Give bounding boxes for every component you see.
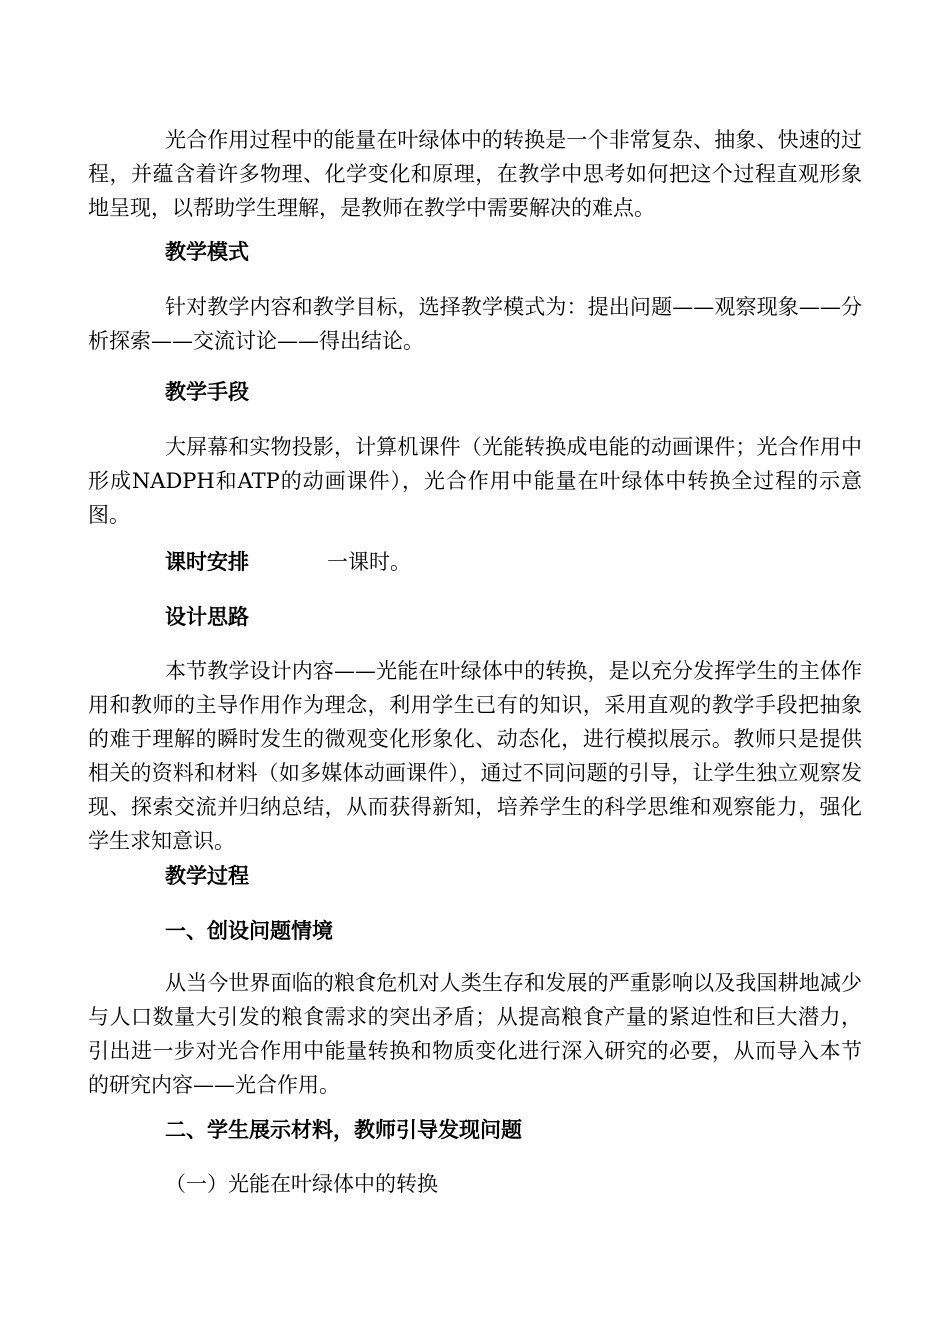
teaching-mode-paragraph: 针对教学内容和教学目标，选择教学模式为：提出问题——观察现象——分析探索——交流讨论——得出结论。 bbox=[88, 295, 862, 353]
schedule-label: 课时安排 bbox=[165, 550, 249, 574]
schedule-value: 一课时。 bbox=[327, 550, 411, 574]
heading-teaching-mode: 教学模式 bbox=[165, 240, 249, 264]
heading-teaching-process: 教学过程 bbox=[165, 864, 249, 888]
heading-schedule bbox=[165, 548, 939, 576]
teaching-means-paragraph: 大屏幕和实物投影，计算机课件（光能转换成电能的动画课件；光合作用中形成NADPH和ATP的动画课件），光合作用中能量在叶绿体中转换全过程的示意图。 bbox=[88, 435, 862, 527]
heading-teaching-means: 教学手段 bbox=[165, 380, 249, 404]
heading-section-2: 二、学生展示材料，教师引导发现问题 bbox=[165, 1118, 522, 1142]
intro-paragraph: 光合作用过程中的能量在叶绿体中的转换是一个非常复杂、抽象、快速的过程，并蕴含着许多物理、化学变化和原理，在教学中思考如何把这个过程直观形象地呈现，以帮助学生理解，是教师在教学中需要解决的难点。 bbox=[88, 128, 862, 220]
design-idea-paragraph: 本节教学设计内容——光能在叶绿体中的转换，是以充分发挥学生的主体作用和教师的主导作用作为理念，利用学生已有的知识，采用直观的教学手段把抽象的难于理解的瞬时发生的微观变化形象化、动态化，进行模拟展示。教师只是提供相关的资料和材料（如多媒体动画课件），通过不同问题的引导，让学生独立观察发现、探索交流并归纳总结，从而获得新知，培养学生的科学思维和观察能力，强化学生求知意识。 bbox=[88, 659, 862, 853]
heading-section-1: 一、创设问题情境 bbox=[165, 919, 333, 943]
subheading-light-energy: （一）光能在叶绿体中的转换 bbox=[165, 1172, 438, 1196]
heading-design-idea: 设计思路 bbox=[165, 605, 249, 629]
section-1-paragraph: 从当今世界面临的粮食危机对人类生存和发展的严重影响以及我国耕地减少与人口数量大引发的粮食需求的突出矛盾；从提高粮食产量的紧迫性和巨大潜力，引出进一步对光合作用中能量转换和物质变化进行深入研究的必要，从而导入本节的研究内容——光合作用。 bbox=[88, 971, 862, 1097]
